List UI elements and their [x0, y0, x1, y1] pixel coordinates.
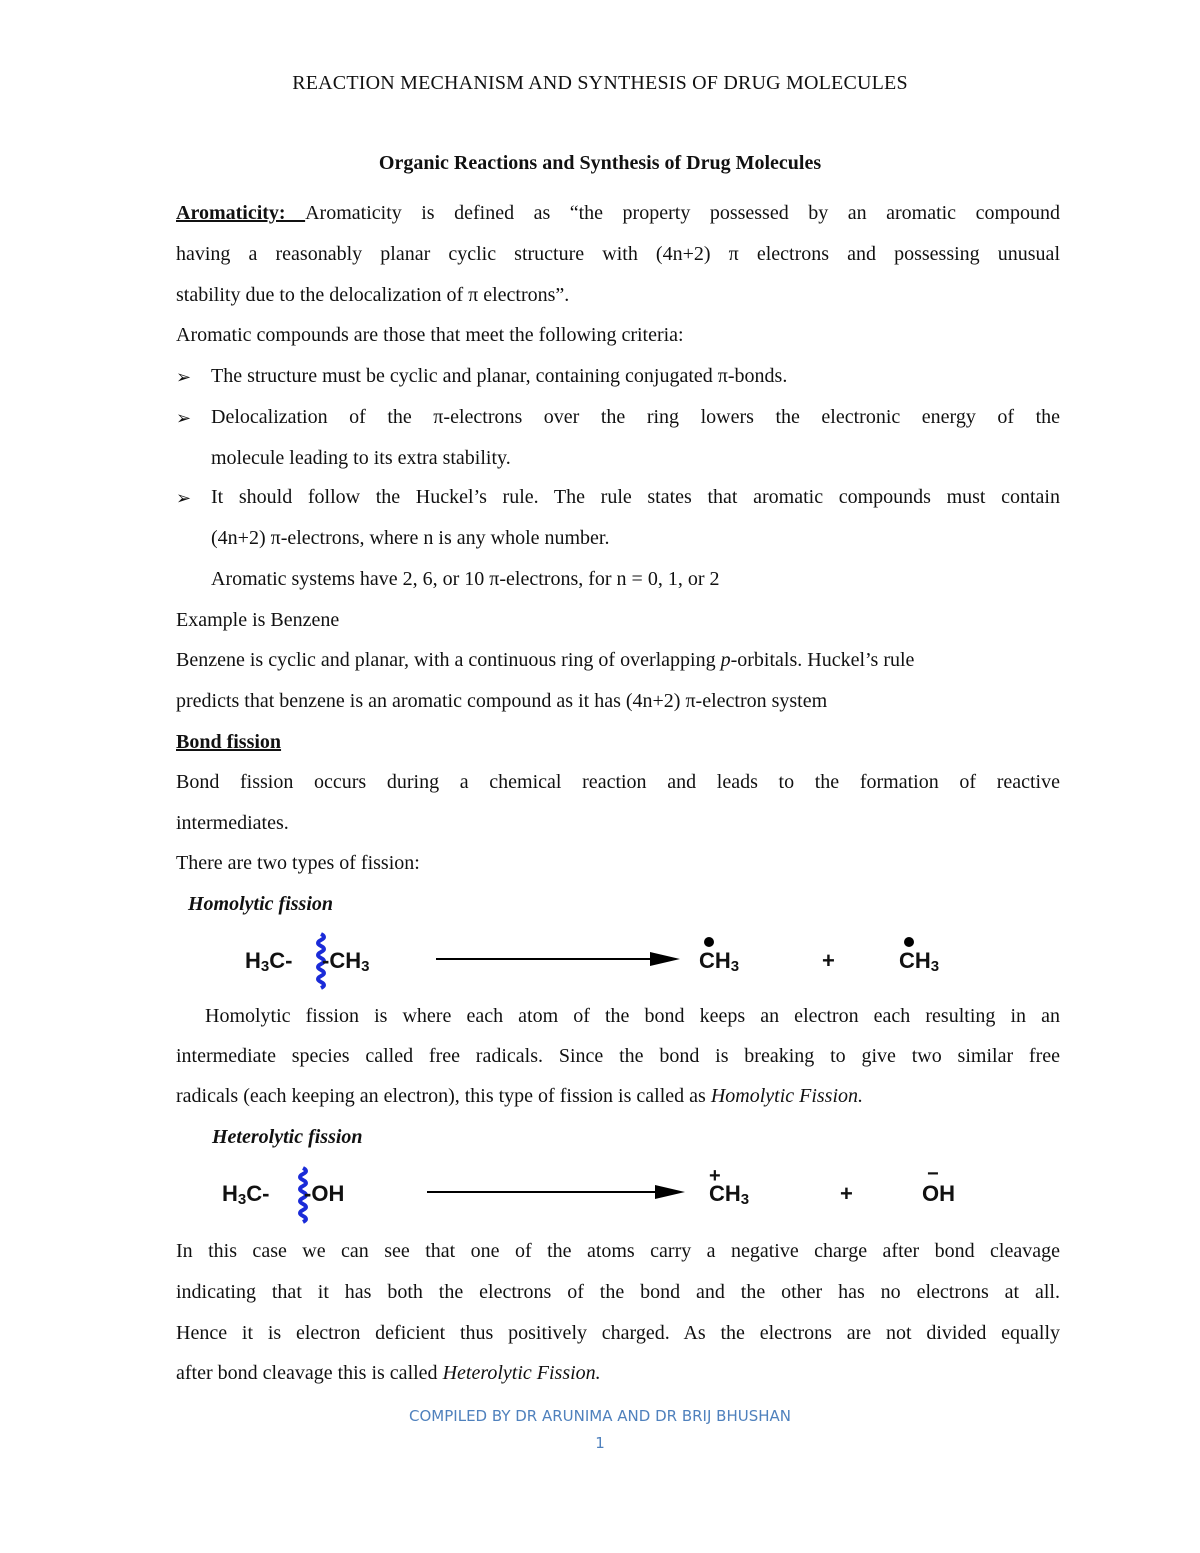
benzene-example: Example is Benzene	[176, 609, 340, 631]
heterolytic-line-2: indicating that it has both the electrons of the bond and the other has no electrons at all.	[176, 1281, 1060, 1303]
aromaticity-heading: Aromaticity:	[176, 202, 306, 224]
aromaticity-text-1: Aromaticity is defined as “the property possessed by an aromatic compound	[305, 202, 1061, 224]
benzene-line-2: predicts that benzene is an aromatic compound as it has (4n+2) π-electron system	[176, 690, 828, 712]
criteria-bullet-1: The structure must be cyclic and planar, containing conjugated π-bonds.	[211, 365, 788, 387]
heterolytic-line-4	[176, 1362, 601, 1385]
arrowhead-bullet-icon: ➢	[176, 367, 192, 387]
aromaticity-line-3: stability due to the delocalization of π electrons”.	[176, 284, 570, 306]
reaction-arrow-icon	[427, 1184, 687, 1200]
benzene-p-orbital: p	[720, 649, 731, 671]
heterolytic-line-3: Hence it is electron deficient thus positively charged. As the electrons are not divided equally	[176, 1322, 1060, 1344]
heterolytic-product-2: OH	[922, 1181, 955, 1206]
homolytic-term: Homolytic Fission.	[710, 1085, 864, 1107]
benzene-line-1-end: -orbitals. Huckel’s rule	[730, 649, 915, 671]
page-header-title: REACTION MECHANISM AND SYNTHESIS OF DRUG MOLECULES	[292, 72, 908, 94]
homolytic-line-1: Homolytic fission is where each atom of the bond keeps an electron each resulting in an	[205, 1005, 1060, 1027]
reaction-arrow-icon	[436, 951, 682, 967]
homolytic-line-3	[176, 1085, 863, 1108]
homolytic-plus: +	[822, 948, 835, 973]
heterolytic-term: Heterolytic Fission.	[442, 1362, 601, 1384]
heterolytic-reactant-right: -OH	[304, 1181, 345, 1206]
criteria-bullet-3-line-1: It should follow the Huckel’s rule. The rule states that aromatic compounds must contain	[211, 486, 1060, 508]
homolytic-product-2: $CH_3$	[899, 948, 940, 975]
arrowhead-bullet-icon: ➢	[176, 408, 192, 428]
homolytic-line-3-text: radicals (each keeping an electron), this type of fission is called as	[176, 1085, 711, 1107]
homolytic-reactant-left: $H_3C-$	[245, 948, 293, 975]
criteria-intro: Aromatic compounds are those that meet the following criteria:	[176, 324, 684, 346]
positive-charge: +	[709, 1165, 721, 1187]
negative-charge: −	[927, 1163, 939, 1185]
page-number: 1	[595, 1434, 605, 1452]
heterolytic-line-1: In this case we can see that one of the atoms carry a negative charge after bond cleavage	[176, 1240, 1060, 1262]
bond-fission-heading: Bond fission	[176, 731, 282, 753]
criteria-bullet-2-line-2: molecule leading to its extra stability.	[211, 447, 511, 469]
homolytic-heading: Homolytic fission	[188, 893, 333, 915]
homolytic-reactant-right: $-CH_3$	[322, 948, 370, 975]
radical-dot-icon	[903, 936, 915, 948]
criteria-bullet-3-line-3: Aromatic systems have 2, 6, or 10 π-electrons, for n = 0, 1, or 2	[211, 568, 720, 590]
bond-fission-line-1: Bond fission occurs during a chemical reaction and leads to the formation of reactive	[176, 771, 1060, 793]
criteria-bullet-2-line-1: Delocalization of the π-electrons over the ring lowers the electronic energy of the	[211, 406, 1060, 428]
heterolytic-line-4-text: after bond cleavage this is called	[176, 1362, 443, 1384]
radical-dot-icon	[703, 936, 715, 948]
homolytic-line-2: intermediate species called free radicals. Since the bond is breaking to give two similar free	[176, 1045, 1060, 1067]
benzene-line-1	[176, 649, 914, 672]
bond-fission-line-2: intermediates.	[176, 812, 289, 834]
homolytic-product-1: $CH_3$	[699, 948, 740, 975]
fission-types-intro: There are two types of fission:	[176, 852, 420, 874]
footer-compiled-by: COMPILED BY DR ARUNIMA AND DR BRIJ BHUSHAN	[409, 1407, 791, 1425]
arrowhead-bullet-icon: ➢	[176, 488, 192, 508]
heterolytic-plus: +	[840, 1181, 853, 1206]
aromaticity-line-1	[176, 202, 1060, 225]
benzene-line-1-text: Benzene is cyclic and planar, with a continuous ring of overlapping	[176, 649, 721, 671]
document-subtitle: Organic Reactions and Synthesis of Drug Molecules	[378, 152, 822, 174]
criteria-bullet-3-line-2: (4n+2) π-electrons, where n is any whole number.	[211, 527, 610, 549]
heterolytic-heading: Heterolytic fission	[212, 1126, 363, 1148]
heterolytic-reactant-left: $H_3C-$	[222, 1181, 270, 1208]
heterolytic-product-1: $CH_3$	[709, 1181, 750, 1208]
aromaticity-line-2: having a reasonably planar cyclic structure with (4n+2) π electrons and possessing unusual	[176, 243, 1060, 265]
